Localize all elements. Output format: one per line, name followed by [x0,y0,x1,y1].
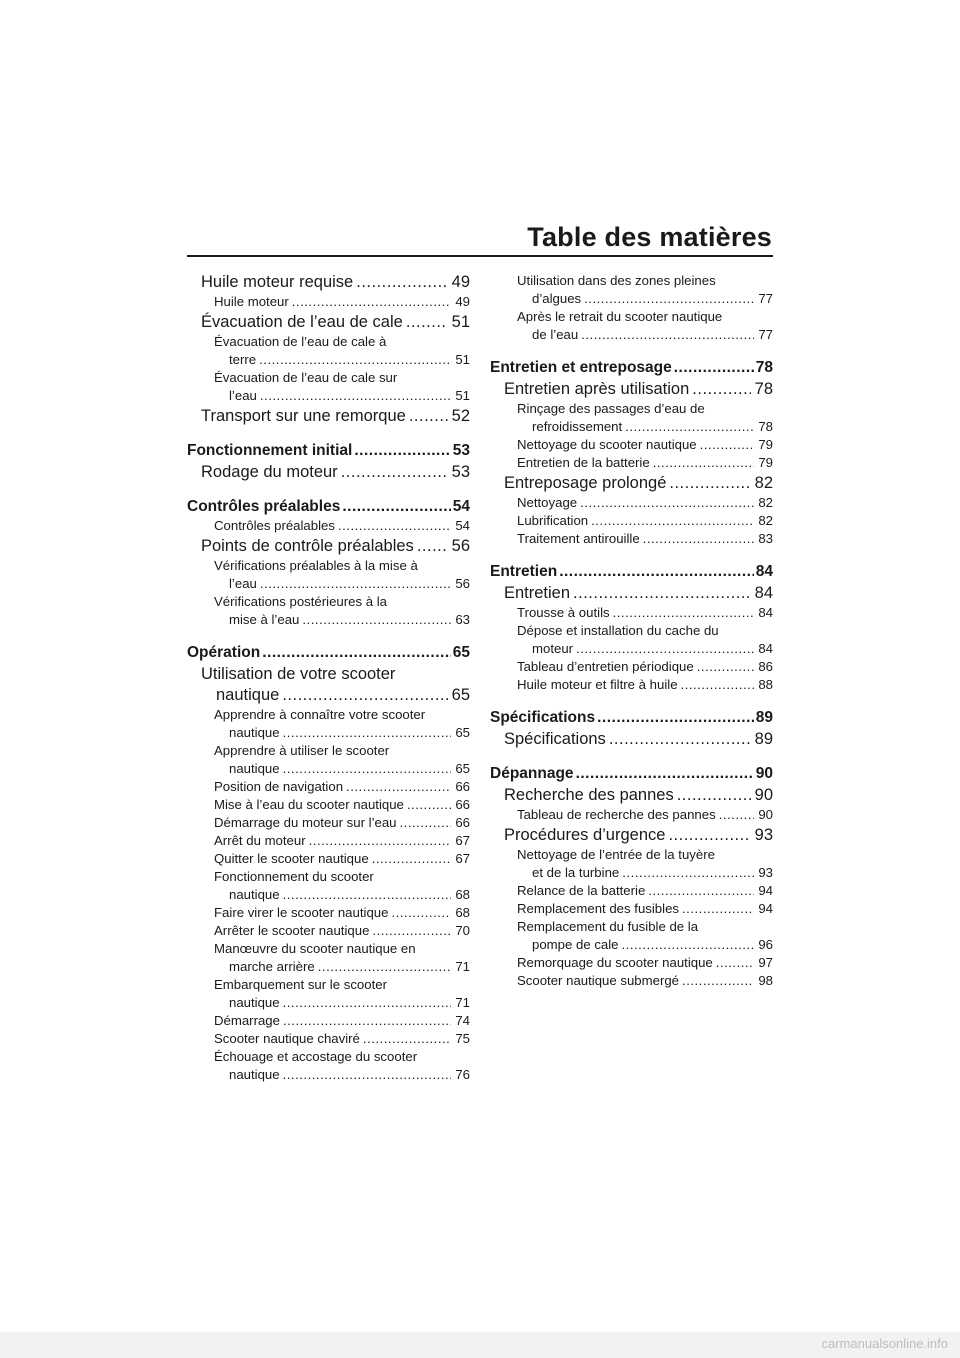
toc-page-number: 84 [755,563,773,580]
dot-leader [372,850,452,868]
toc-entry-title: Position de navigation [214,779,344,794]
toc-entry[interactable] [187,593,470,629]
toc-entry-title: nautique [229,761,280,776]
toc-page-number: 77 [758,291,773,306]
dot-leader [391,904,451,922]
toc-entry-title: nautique [229,887,280,902]
dot-leader [318,958,452,976]
toc-entry[interactable] [490,846,773,882]
dot-leader [625,418,754,436]
toc-entry-title: Remplacement du fusible de la [517,919,699,934]
dot-leader [346,778,451,796]
toc-page-number: 51 [455,388,470,403]
footer-bar [0,1332,960,1358]
toc-page-number: 52 [451,407,470,425]
toc-entry-title: nautique [229,725,280,740]
toc-entry-title: Lubrification [517,513,589,528]
dot-leader [591,512,754,530]
toc-page-number: 84 [754,584,773,602]
dot-leader [283,994,452,1012]
toc-entry-title: Spécifications [490,709,596,726]
toc-entry-title: Huile moteur requise [201,273,354,291]
toc-entry[interactable] [490,604,773,622]
dot-leader [580,494,754,512]
toc-entry-title: Contrôles préalables [187,498,341,515]
toc-entry-title: refroidissement [532,419,623,434]
dot-leader [677,785,751,806]
toc-entry[interactable] [187,462,470,483]
toc-entry[interactable] [187,557,470,593]
toc-entry[interactable] [187,976,470,1012]
toc-entry-title: Entreposage prolongé [504,474,667,492]
title-rule [187,255,773,257]
toc-page-number: 70 [455,923,470,938]
dot-leader [259,351,451,369]
toc-page-number: 71 [455,959,470,974]
dot-leader [260,387,451,405]
toc-entry-title: Scooter nautique submergé [517,973,680,988]
dot-leader [597,708,754,728]
toc-entry[interactable] [187,742,470,778]
toc-entry-title: Démarrage du moteur sur l’eau [214,815,397,830]
toc-entry-title: Après le retrait du scooter nautique [517,309,723,324]
toc-entry-title: Nettoyage du scooter nautique [517,437,697,452]
toc-entry-title: Fonctionnement du scooter [214,869,374,884]
toc-entry-title: Huile moteur et filtre à huile [517,677,678,692]
toc-entry[interactable] [490,436,773,454]
page-title: Table des matières [527,222,772,252]
dot-leader [576,640,754,658]
dot-leader [283,724,452,742]
toc-page-number: 93 [754,826,773,844]
toc-page-number: 53 [452,442,470,459]
toc-entry[interactable] [187,517,470,535]
dot-leader [341,462,448,483]
toc-entry[interactable] [187,406,470,427]
toc-page-number: 93 [758,865,773,880]
dot-leader [262,643,451,663]
toc-page-number: 54 [452,498,470,515]
dot-leader [682,900,754,918]
toc-page-number: 66 [455,779,470,794]
toc-entry[interactable] [187,796,470,814]
toc-page-number: 90 [758,807,773,822]
toc-entry[interactable] [187,904,470,922]
toc-page-number: 75 [455,1031,470,1046]
toc-entry[interactable] [187,1012,470,1030]
dot-leader [622,864,754,882]
toc-entry[interactable] [490,900,773,918]
dot-leader [700,436,755,454]
dot-leader [283,1012,451,1030]
toc-entry-title: Fonctionnement initial [187,442,353,459]
toc-entry[interactable] [490,272,773,308]
toc-page-number: 66 [455,815,470,830]
toc-entry-title: nautique [229,995,280,1010]
toc-entry-title: Vérifications préalables à la mise à [214,558,418,573]
toc-page-number: 90 [755,765,773,782]
toc-entry[interactable] [490,308,773,344]
toc-page-number: 88 [758,677,773,692]
toc-page-number: 56 [451,537,470,555]
toc-entry-title: Traitement antirouille [517,531,640,546]
toc-entry[interactable] [187,497,470,517]
dot-leader [668,825,750,846]
toc-page-number: 76 [455,1067,470,1082]
toc-entry[interactable] [490,708,773,728]
toc-entry[interactable] [490,473,773,494]
toc-entry[interactable] [490,530,773,548]
toc-entry[interactable] [187,369,470,405]
toc-page-number: 49 [455,294,470,309]
toc-entry[interactable] [490,583,773,604]
toc-entry[interactable] [490,785,773,806]
toc-entry-title: Apprendre à utiliser le scooter [214,743,390,758]
toc-entry[interactable] [490,806,773,824]
toc-entry-title: et de la turbine [532,865,620,880]
toc-page-number: 82 [758,513,773,528]
toc-entry-title: Mise à l’eau du scooter nautique [214,797,404,812]
dot-leader [653,454,755,472]
toc-page-number: 54 [455,518,470,533]
dot-leader [613,604,755,622]
dot-leader [292,293,452,311]
toc-entry[interactable] [490,658,773,676]
toc-entry-title: terre [229,352,257,367]
toc-entry-title: Entretien et entreposage [490,359,672,376]
dot-leader [338,517,451,535]
toc-entry-title: Évacuation de l’eau de cale à [214,334,387,349]
toc-entry[interactable] [490,729,773,750]
toc-page-number: 74 [455,1013,470,1028]
toc-entry-title: Entretien de la batterie [517,455,650,470]
dot-leader [716,954,755,972]
toc-entry-title: Dépannage [490,765,574,782]
toc-entry-title: Remorquage du scooter nautique [517,955,713,970]
toc-entry-title: pompe de cale [532,937,619,952]
toc-entry[interactable] [187,333,470,369]
toc-entry-title: Scooter nautique chaviré [214,1031,360,1046]
toc-page-number: 86 [758,659,773,674]
footer-watermark: carmanualsonline.info [821,1336,948,1351]
toc-page-number: 66 [455,797,470,812]
toc-page-number: 65 [455,725,470,740]
toc-entry[interactable] [490,676,773,694]
toc-entry-title: Embarquement sur le scooter [214,977,387,992]
toc-entry[interactable] [187,536,470,557]
toc-page-number: 67 [455,833,470,848]
toc-entry-title: de l’eau [532,327,579,342]
dot-leader [309,832,452,850]
toc-page-number: 89 [754,730,773,748]
toc-page-number: 90 [754,786,773,804]
toc-entry-title: marche arrière [229,959,315,974]
toc-page-number: 65 [451,686,470,704]
toc-entry-title: Vérifications postérieures à la [214,594,387,609]
dot-leader [681,676,755,694]
toc-entry[interactable] [490,512,773,530]
toc-entry-title: d’algues [532,291,582,306]
toc-entry-title: Utilisation de votre scooter [201,665,396,683]
toc-entry-title: Nettoyage [517,495,578,510]
toc-entry[interactable] [187,922,470,940]
toc-page-number: 89 [755,709,773,726]
dot-leader [363,1030,451,1048]
toc-entry[interactable] [490,400,773,436]
dot-leader [372,922,451,940]
toc-page-number: 67 [455,851,470,866]
toc-page-number: 78 [754,380,773,398]
dot-leader [417,536,448,557]
toc-entry-title: Tableau de recherche des pannes [517,807,716,822]
toc-column-left [187,272,470,1084]
dot-leader [643,530,755,548]
toc-entry-title: Transport sur une remorque [201,407,406,425]
toc-entry-title: Tableau d’entretien périodique [517,659,694,674]
toc-entry[interactable] [490,918,773,954]
toc-entry-title: Nettoyage de l’entrée de la tuyère [517,847,715,862]
dot-leader [302,611,451,629]
toc-entry[interactable] [187,868,470,904]
dot-leader [719,806,755,824]
dot-leader [674,358,754,378]
toc-page-number: 79 [758,455,773,470]
dot-leader [622,936,755,954]
dot-leader [648,882,754,900]
dot-leader [406,312,448,333]
toc-entry[interactable] [187,778,470,796]
dot-leader [584,290,754,308]
toc-page-number: 94 [758,883,773,898]
dot-leader [282,685,447,706]
toc-entry[interactable] [187,312,470,333]
toc-entry[interactable] [187,643,470,663]
toc-entry-title: Évacuation de l’eau de cale [201,313,403,331]
toc-page-number: 98 [758,973,773,988]
toc-entry[interactable] [187,940,470,976]
toc-entry-title: Points de contrôle préalables [201,537,414,555]
toc-entry-title: Entretien [490,563,558,580]
toc-entry-title: Arrêt du moteur [214,833,306,848]
toc-entry[interactable] [490,972,773,990]
toc-page-number: 77 [758,327,773,342]
toc-page-number: 83 [758,531,773,546]
toc-entry[interactable] [187,850,470,868]
toc-entry-title: nautique [229,1067,280,1082]
toc-entry[interactable] [187,1048,470,1084]
toc-page-number: 68 [455,887,470,902]
toc-entry-title: Rodage du moteur [201,463,338,481]
toc-page-number: 53 [451,463,470,481]
toc-entry-title: Arrêter le scooter nautique [214,923,370,938]
toc-entry-title: Remplacement des fusibles [517,901,679,916]
toc-entry[interactable] [187,1030,470,1048]
dot-leader [409,406,448,427]
toc-page-number: 51 [455,352,470,367]
toc-page-number: 84 [758,641,773,656]
toc-entry-title: Huile moteur [214,294,289,309]
dot-leader [692,379,750,400]
toc-entry[interactable] [187,441,470,461]
toc-page-number: 49 [451,273,470,291]
toc-entry[interactable] [490,954,773,972]
dot-leader [581,326,754,344]
toc-entry[interactable] [490,825,773,846]
dot-leader [697,658,755,676]
toc-entry[interactable] [490,562,773,582]
toc-page-number: 96 [758,937,773,952]
toc-entry-title: Spécifications [504,730,606,748]
toc-entry-title: Recherche des pannes [504,786,674,804]
toc-page-number: 78 [755,359,773,376]
toc-entry[interactable] [187,272,470,293]
toc-entry-title: Évacuation de l’eau de cale sur [214,370,398,385]
dot-leader [283,1066,452,1084]
dot-leader [559,562,754,582]
toc-entry[interactable] [187,814,470,832]
toc-page-number: 79 [758,437,773,452]
toc-entry-title: Utilisation dans des zones pleines [517,273,716,288]
dot-leader [356,272,447,293]
toc-entry-title: Démarrage [214,1013,280,1028]
toc-page-number: 94 [758,901,773,916]
toc-entry[interactable] [490,454,773,472]
toc-page-number: 78 [758,419,773,434]
toc-page-number: 65 [455,761,470,776]
toc-page-number: 51 [451,313,470,331]
toc-entry-title: Apprendre à connaître votre scooter [214,707,426,722]
dot-leader [573,583,751,604]
dot-leader [354,441,450,461]
dot-leader [576,764,754,784]
toc-entry-title: Procédures d’urgence [504,826,666,844]
toc-entry-title: l’eau [229,576,257,591]
toc-entry-title: Trousse à outils [517,605,610,620]
toc-page-number: 68 [455,905,470,920]
toc-page-number: 63 [455,612,470,627]
toc-entry[interactable] [187,706,470,742]
dot-leader [283,760,452,778]
toc-entry[interactable] [187,293,470,311]
dot-leader [283,886,452,904]
toc-page-number: 82 [758,495,773,510]
toc-entry[interactable] [187,664,470,706]
dot-leader [669,473,750,494]
toc-entry[interactable] [490,882,773,900]
toc-page-number: 97 [758,955,773,970]
toc-page-number: 65 [452,644,470,661]
toc-page-number: 56 [455,576,470,591]
toc-entry-title: Manœuvre du scooter nautique en [214,941,416,956]
toc-page-number: 84 [758,605,773,620]
toc-entry-title: nautique [216,686,280,704]
toc-entry[interactable] [187,832,470,850]
toc-entry-title: Contrôles préalables [214,518,335,533]
toc-entry-title: mise à l’eau [229,612,300,627]
toc-entry-title: moteur [532,641,574,656]
toc-entry-title: l’eau [229,388,257,403]
toc-entry[interactable] [490,494,773,512]
dot-leader [609,729,751,750]
toc-entry-title: Opération [187,644,261,661]
toc-column-right [490,272,773,990]
toc-page-number: 82 [754,474,773,492]
dot-leader [400,814,452,832]
toc-entry-title: Échouage et accostage du scooter [214,1049,418,1064]
toc-page-number: 71 [455,995,470,1010]
dot-leader [407,796,451,814]
toc-entry-title: Entretien après utilisation [504,380,690,398]
toc-entry-title: Quitter le scooter nautique [214,851,369,866]
toc-entry-title: Dépose et installation du cache du [517,623,719,638]
toc-entry-title: Rinçage des passages d’eau de [517,401,705,416]
dot-leader [682,972,754,990]
toc-entry[interactable] [490,358,773,378]
toc-entry[interactable] [490,764,773,784]
toc-entry-title: Relance de la batterie [517,883,646,898]
toc-entry[interactable] [490,622,773,658]
toc-entry[interactable] [490,379,773,400]
dot-leader [342,497,450,517]
dot-leader [260,575,451,593]
toc-entry-title: Entretien [504,584,571,602]
toc-entry-title: Faire virer le scooter nautique [214,905,389,920]
